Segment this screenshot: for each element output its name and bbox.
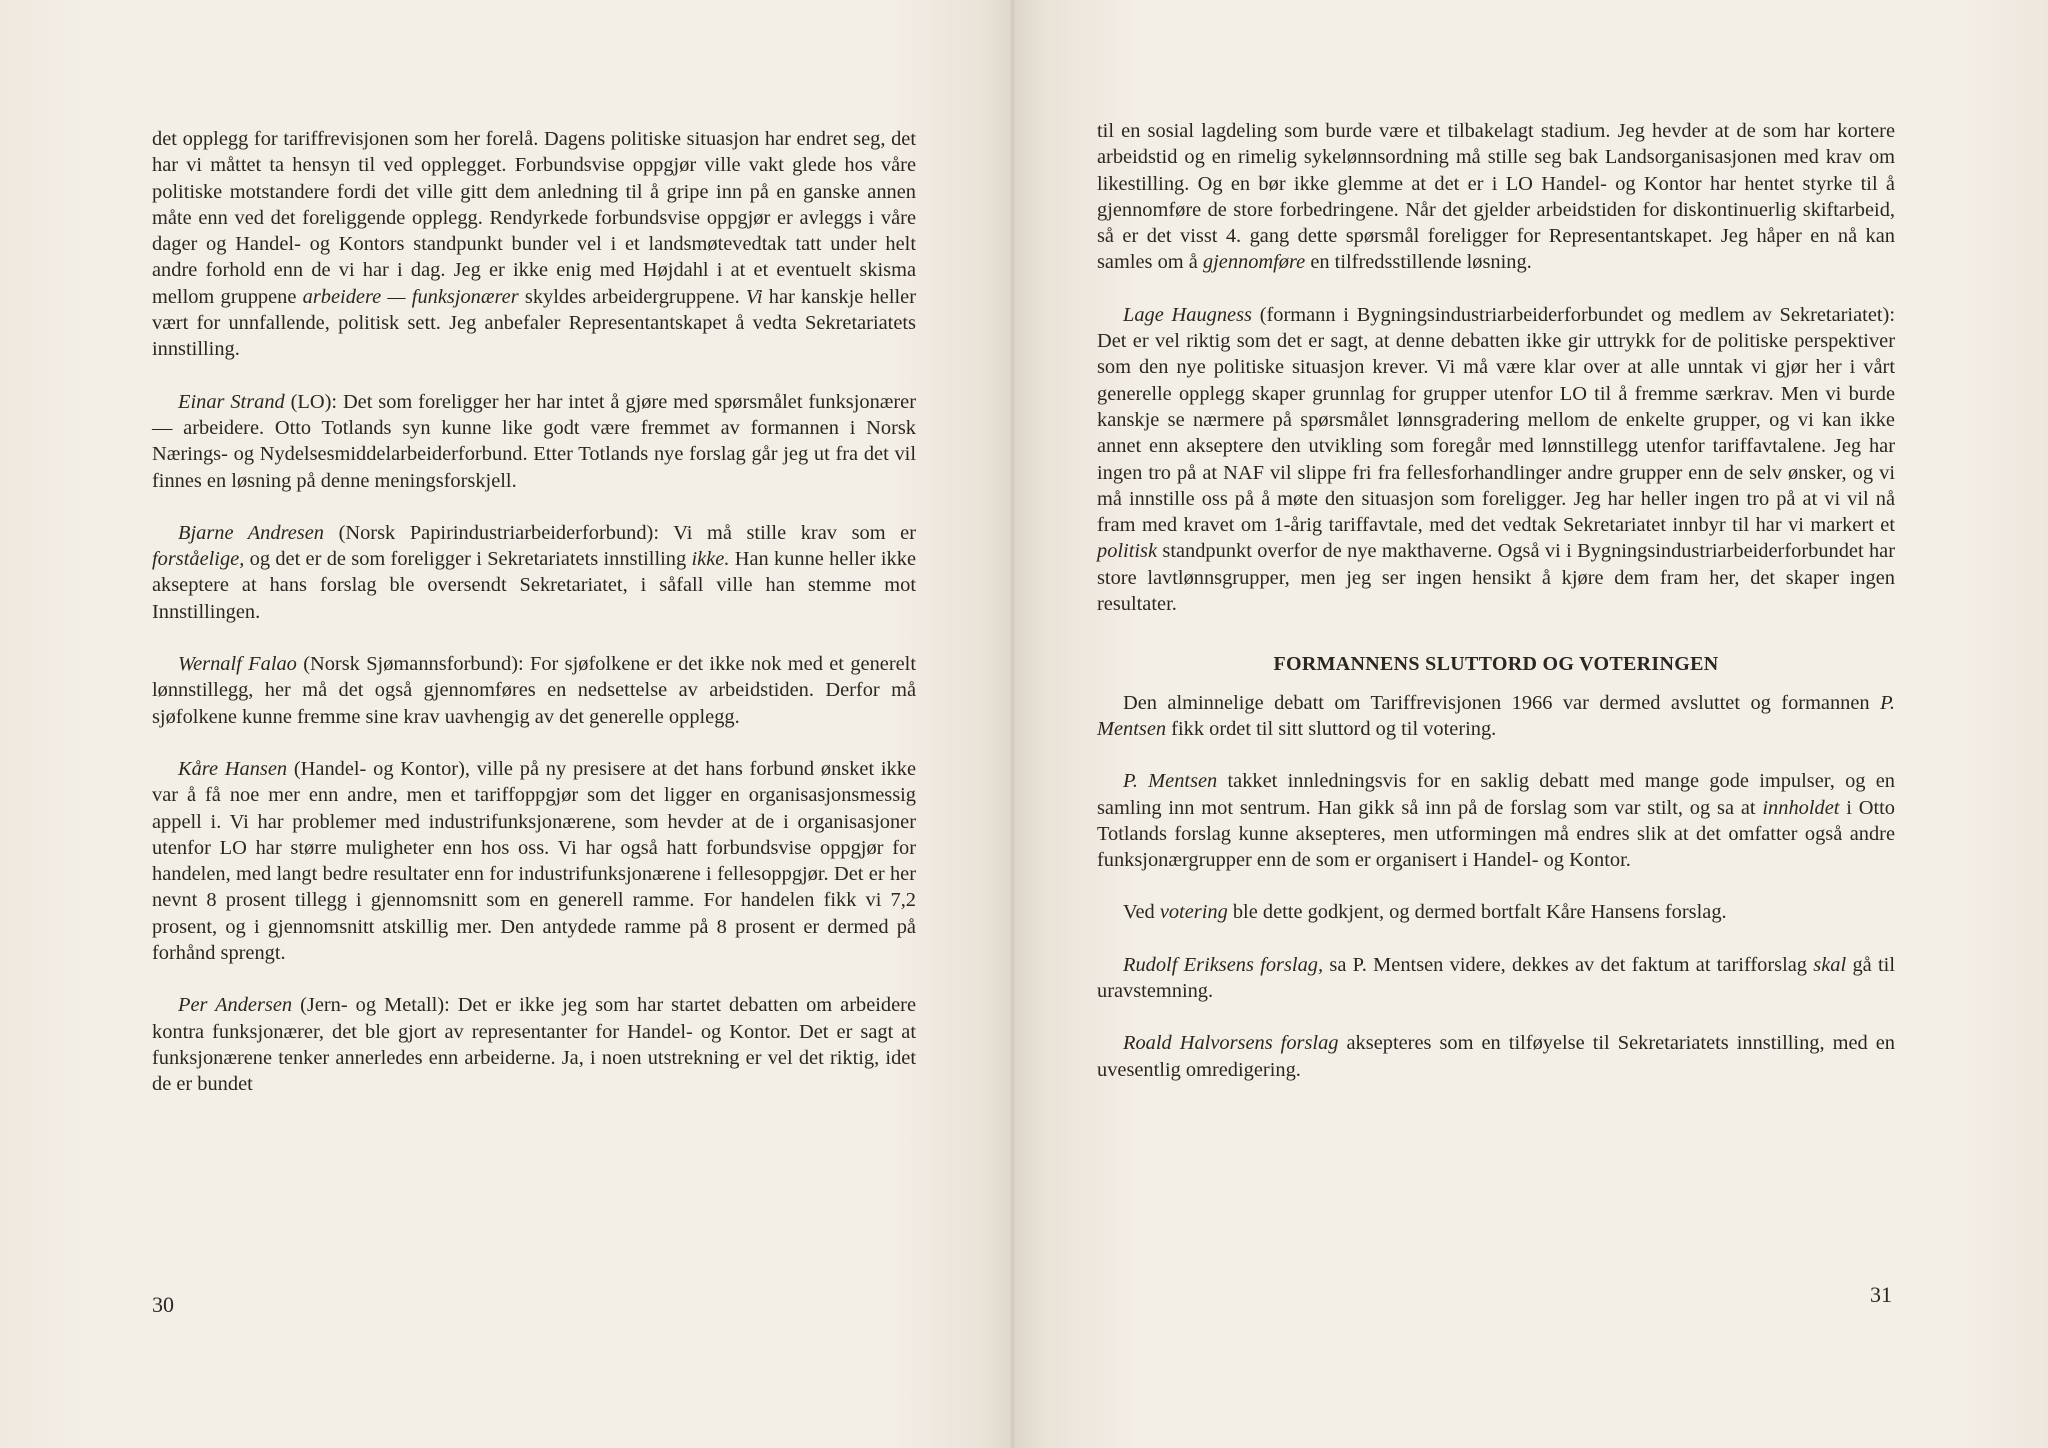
speech-paragraph [152,992,916,1097]
speaker-name: Per Andersen [178,994,293,1017]
paragraph-text: i Otto Totlands forslag kunne aksepteres, men utformingen må endres slik at det omfatter også andre funksjonærgrupper enn de som er organisert i Handel- og Kontor. [1097,796,1895,872]
paragraph-text: skyldes arbeidergruppene. [518,285,746,308]
emphasis-text: forståelige, [152,548,245,571]
page-number: 30 [152,1292,174,1317]
left-page [0,0,1014,1448]
paragraph [1097,899,1895,925]
paragraph-text: en tilfredsstillende løsning. [1305,251,1532,274]
paragraph-text: (Norsk Sjømannsforbund): For sjøfolkene er det ikke nok med et generelt lønnstillegg, her må det også gjennomføres en nedsettelse av arbeidstiden. Derfor må sjøfolkene kunne fremme sine krav uavhengig av det generelle opplegg. [152,653,916,728]
emphasis-text: politisk [1097,540,1158,563]
paragraph [1097,1030,1895,1083]
paragraph [1097,690,1895,743]
section-heading: FORMANNENS SLUTTORD OG VOTERINGEN [1273,653,1719,676]
emphasis-text: innholdet [1762,796,1840,819]
page-number: 31 [1870,1282,1892,1307]
paragraph-text: gå til uravstemning. [1097,953,1895,1003]
emphasis-text: skal [1813,953,1847,976]
paragraph-text: (Handel- og Kontor), ville på ny presisere at det hans forbund ønsket ikke var å få noe mer enn andre, men et tariffoppgjør som det ligger en organisasjonsmessig appell i. Vi har problemer med industrifunksjonærene, som hevder at de i organisasjoner utenfor LO har større muligheter enn hos oss. Vi har også hatt forbundsvise oppgjør for handelen, med langt bedre resultater enn for industrifunksjonærene i fellesoppgjør. Det er her nevnt 8 prosent tillegg i gjennomsnitt som en generell ramme. For handelen fikk vi 7,2 prosent, og i gjennomsnitt atskillig mer. Den antydede ramme på 8 prosent er dermed på forhånd sprengt. [152,757,916,965]
speaker-name: Wernalf Falao [178,653,297,676]
right-text-column [1097,118,1895,1109]
emphasis-text: Roald Halvorsens forslag [1123,1032,1339,1055]
paragraph-text: standpunkt overfor de nye makthaverne. Også vi i Bygningsindustriarbeiderforbundet har store lavtlønnsgrupper, men jeg ser ingen hensikt å kjøre dem fram her, det skaper ingen resultater. [1097,540,1895,616]
paragraph-text: Han kunne heller ikke akseptere at hans forslag ble oversendt Sekretariatet, i såfall ville han stemme mot Innstillingen. [152,548,916,623]
right-page [1014,0,2048,1448]
paragraph [1097,952,1895,1005]
speech-paragraph [152,520,916,625]
speaker-name: Einar Strand [178,390,285,413]
paragraph-text: (Norsk Papirindustriarbeiderforbund): Vi må stille krav som er [324,521,917,544]
speech-paragraph [152,389,916,494]
paragraph-text: (formann i Bygningsindustriarbeiderforbundet og medlem av Sekretariatet): Det er vel riktig som det er sagt, at denne debatten ikke gir uttrykk for de politiske perspektiver som den nye politiske situasjon krever. Vi må være klar over at alle unntak vi gjør her i vårt generelle opplegg skaper grunnlag for grupper utenfor LO til å fremme særkrav. Men vi burde kanskje se nærmere på spørsmålet lønnsgradering mellom de enkelte grupper, og vi kan ikke annet enn akseptere den utvikling som foregår med lønnstillegg utenfor tariffavtalene. Jeg har ingen tro på at NAF vil slippe fri fra fellesforhandlinger andre grupper enn de selv ønsker, og vi må innstille oss på å møte den situasjon som foreligger. Jeg har heller ingen tro på at vi vil nå fram med kravet om 1-årig tariffavtale, med det vedtak Sekretariatet innbyr til har vi markert et [1097,303,1895,537]
left-text-column [152,126,916,1124]
paragraph-text: Ved [1123,901,1160,924]
paragraph-text: har kanskje heller vært for unnfallende, politisk sett. Jeg anbefaler Representantskapet å vedta Sekretariatets innstilling. [152,285,916,361]
paragraph-text: aksepteres som en tilføyelse til Sekretariatets innstilling, med en uvesentlig omredigering. [1097,1032,1895,1081]
emphasis-text: Vi [745,285,763,308]
speaker-name: Bjarne Andresen [178,521,324,544]
speech-paragraph [1097,302,1895,618]
paragraph-text: takket innledningsvis for en saklig debatt med mange gode impulser, og en samling inn mot sentrum. Han gikk så inn på de forslag som var stilt, og sa at [1097,770,1895,819]
paragraph-text: ble dette godkjent, og dermed bortfalt Kåre Hansens forslag. [1227,901,1727,924]
paragraph-text: til en sosial lagdeling som burde være et tilbakelagt stadium. Jeg hevder at de som har kortere arbeidstid og en rimelig sykelønnsordning må stille seg bak Landsorganisasjonen med krav om likestilling. Og en bør ikke glemme at det er i LO Handel- og Kontor har hentet styrke til å gjennomføre de store forbedringene. Når det gjelder arbeidstiden for diskontinuerlig skiftarbeid, så er det visst 4. gang dette spørsmål foreligger for Representantskapet. Jeg håper en nå kan samles om å [1097,120,1895,274]
emphasis-text: ikke. [691,548,730,571]
emphasis-text: gjennomføre [1202,251,1306,274]
paragraph-text: og det er de som foreligger i Sekretariatets innstilling [244,548,692,571]
speaker-name: P. Mentsen [1123,770,1218,793]
paragraph-continuation [1097,118,1895,276]
emphasis-text: votering [1159,901,1228,924]
speaker-name: Kåre Hansen [178,757,288,780]
speaker-name: Lage Haugness [1123,303,1252,326]
paragraph-text: (LO): Det som foreligger her har intet å gjøre med spørsmålet funksjonærer — arbeidere. Otto Totlands syn kunne like godt være fremmet av formannen i Norsk Nærings- og Nydelsesmiddelarbeiderforbund. Etter Totlands nye forslag går jeg ut fra det vil finnes en løsning på denne meningsforskjell. [152,390,916,492]
speech-paragraph [152,651,916,730]
paragraph-text: (Jern- og Metall): Det er ikke jeg som har startet debatten om arbeidere kontra funksjonærer, det ble gjort av representanter for Handel- og Kontor. Det er sagt at funksjonærene tenker annerledes enn arbeiderne. Ja, i noen utstrekning er vel det riktig, idet de er bundet [152,994,916,1096]
paragraph-text: Den alminnelige debatt om Tariffrevisjonen 1966 var dermed avsluttet og formannen [1123,691,1881,714]
paragraph-text: fikk ordet til sitt sluttord og til votering. [1166,717,1497,740]
speech-paragraph [152,756,916,966]
paragraph-text: sa P. Mentsen videre, dekkes av det faktum at tarifforslag [1323,953,1814,976]
emphasis-text: arbeidere — funksjonærer [302,285,519,308]
emphasis-text: Rudolf Eriksens forslag, [1123,953,1324,976]
emphasis-text: P. Mentsen [1097,691,1895,740]
paragraph-continuation [152,126,916,363]
paragraph-text: det opplegg for tariffrevisjonen som her forelå. Dagens politiske situasjon har endret seg, det har vi måttet ta hensyn til ved opplegget. Forbundsvise oppgjør ville vakt glede hos våre politiske motstandere fordi det ville gitt dem anledning til å gripe inn på en ganske annen måte enn ved det foreliggende opplegg. Rendyrkede forbundsvise oppgjør er avleggs i våre dager og Handel- og Kontors standpunkt bunder vel i et landsmøtevedtak tatt under helt andre forhold enn de vi har i dag. Jeg er ikke enig med Højdahl i at et eventuelt skisma mellom gruppene [152,128,916,308]
paragraph [1097,768,1895,873]
